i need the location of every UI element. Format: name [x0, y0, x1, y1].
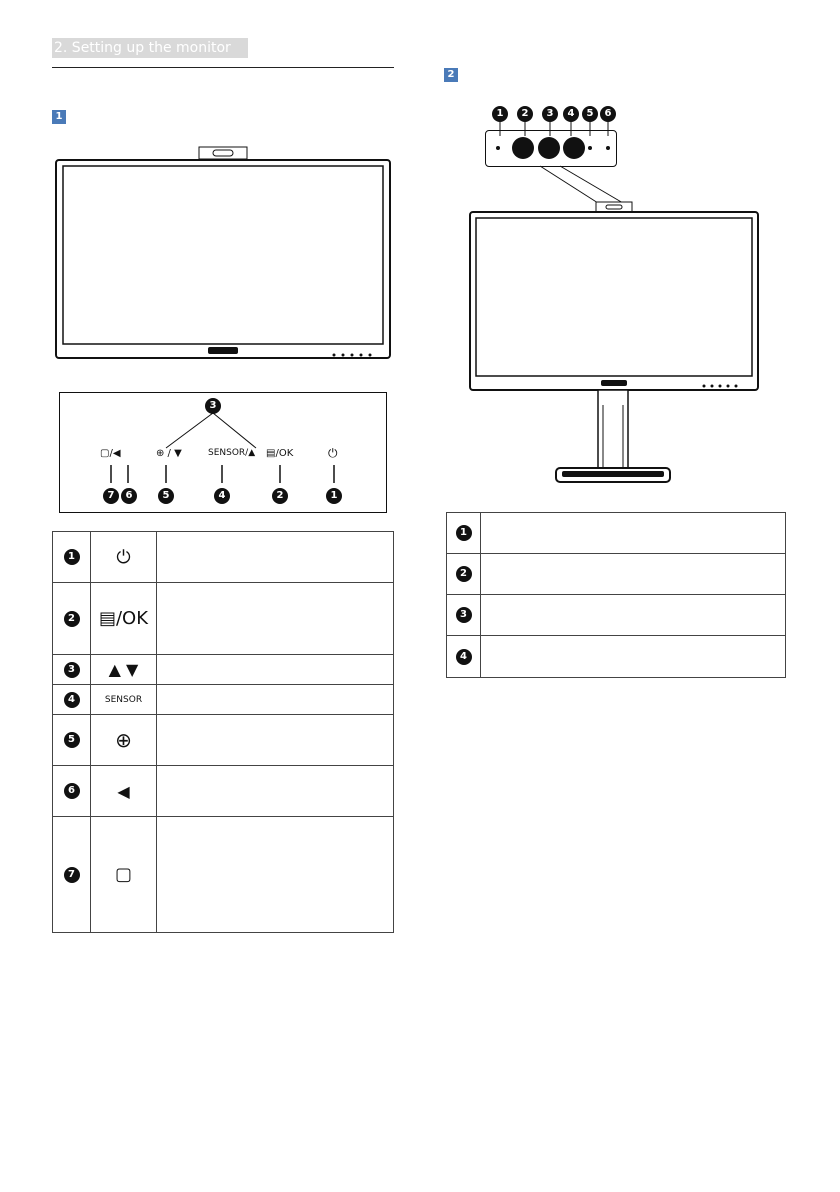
- row-number: 3: [64, 662, 80, 678]
- section-badge-2: 2: [444, 68, 458, 82]
- row-description: [157, 655, 394, 685]
- table-row: [447, 595, 786, 636]
- power-icon: ⏻: [91, 532, 157, 583]
- row-number: 1: [456, 525, 472, 541]
- table-row: [53, 685, 394, 715]
- key-label-smartimage-left: ▢/◀: [100, 448, 121, 459]
- key-label-input-down: ⊕ / ▼: [156, 448, 182, 459]
- webcam-callout-2: 2: [517, 106, 533, 122]
- key-label-menu-ok: ▤/OK: [266, 448, 294, 459]
- webcam-table: [446, 512, 786, 678]
- key-label-power: ⏻: [328, 446, 338, 460]
- row-number: 4: [456, 649, 472, 665]
- row-number: 7: [64, 867, 80, 883]
- webcam-callout-6: 6: [600, 106, 616, 122]
- row-description: [481, 513, 786, 554]
- sensor-icon: SENSOR: [91, 685, 157, 715]
- smartimage-icon: ▢: [91, 817, 157, 933]
- webcam-callout-4: 4: [563, 106, 579, 122]
- webcam-callout-3: 3: [542, 106, 558, 122]
- callout-5: 5: [158, 488, 174, 504]
- callout-1: 1: [326, 488, 342, 504]
- callout-top-3: 3: [205, 398, 221, 414]
- up-down-arrows-icon: ▲ ▼: [91, 655, 157, 685]
- callout-6: 6: [121, 488, 137, 504]
- table-row: [53, 715, 394, 766]
- row-number: 2: [64, 611, 80, 627]
- row-number: 2: [456, 566, 472, 582]
- webcam-callout-1: 1: [492, 106, 508, 122]
- row-description: [157, 817, 394, 933]
- table-row: [447, 513, 786, 554]
- table-row: [53, 583, 394, 655]
- table-row: [53, 766, 394, 817]
- callout-7: 7: [103, 488, 119, 504]
- menu-ok-icon: ▤/OK: [91, 583, 157, 655]
- callout-2: 2: [272, 488, 288, 504]
- row-description: [481, 554, 786, 595]
- row-description: [157, 685, 394, 715]
- table-row: [447, 554, 786, 595]
- section-badge-1: 1: [52, 110, 66, 124]
- header-rule: [52, 67, 394, 68]
- row-description: [157, 532, 394, 583]
- table-row: [53, 532, 394, 583]
- key-label-sensor-up: SENSOR/▲: [208, 448, 256, 458]
- row-description: [481, 636, 786, 678]
- callout-4: 4: [214, 488, 230, 504]
- table-row: [53, 817, 394, 933]
- table-row: [53, 655, 394, 685]
- section-title: 2. Setting up the monitor: [52, 38, 248, 58]
- row-number: 5: [64, 732, 80, 748]
- row-number: 1: [64, 549, 80, 565]
- row-number: 4: [64, 692, 80, 708]
- monitor-front-illustration: [52, 140, 394, 370]
- row-description: [481, 595, 786, 636]
- row-number: 3: [456, 607, 472, 623]
- left-arrow-icon: ◀: [91, 766, 157, 817]
- row-description: [157, 715, 394, 766]
- row-number: 6: [64, 783, 80, 799]
- webcam-callout-5: 5: [582, 106, 598, 122]
- key-panel-zoom: [59, 392, 387, 513]
- table-row: [447, 636, 786, 678]
- row-description: [157, 583, 394, 655]
- keys-table: [52, 531, 394, 933]
- row-description: [157, 766, 394, 817]
- monitor-stand-illustration: [468, 200, 768, 490]
- input-icon: ⊕: [91, 715, 157, 766]
